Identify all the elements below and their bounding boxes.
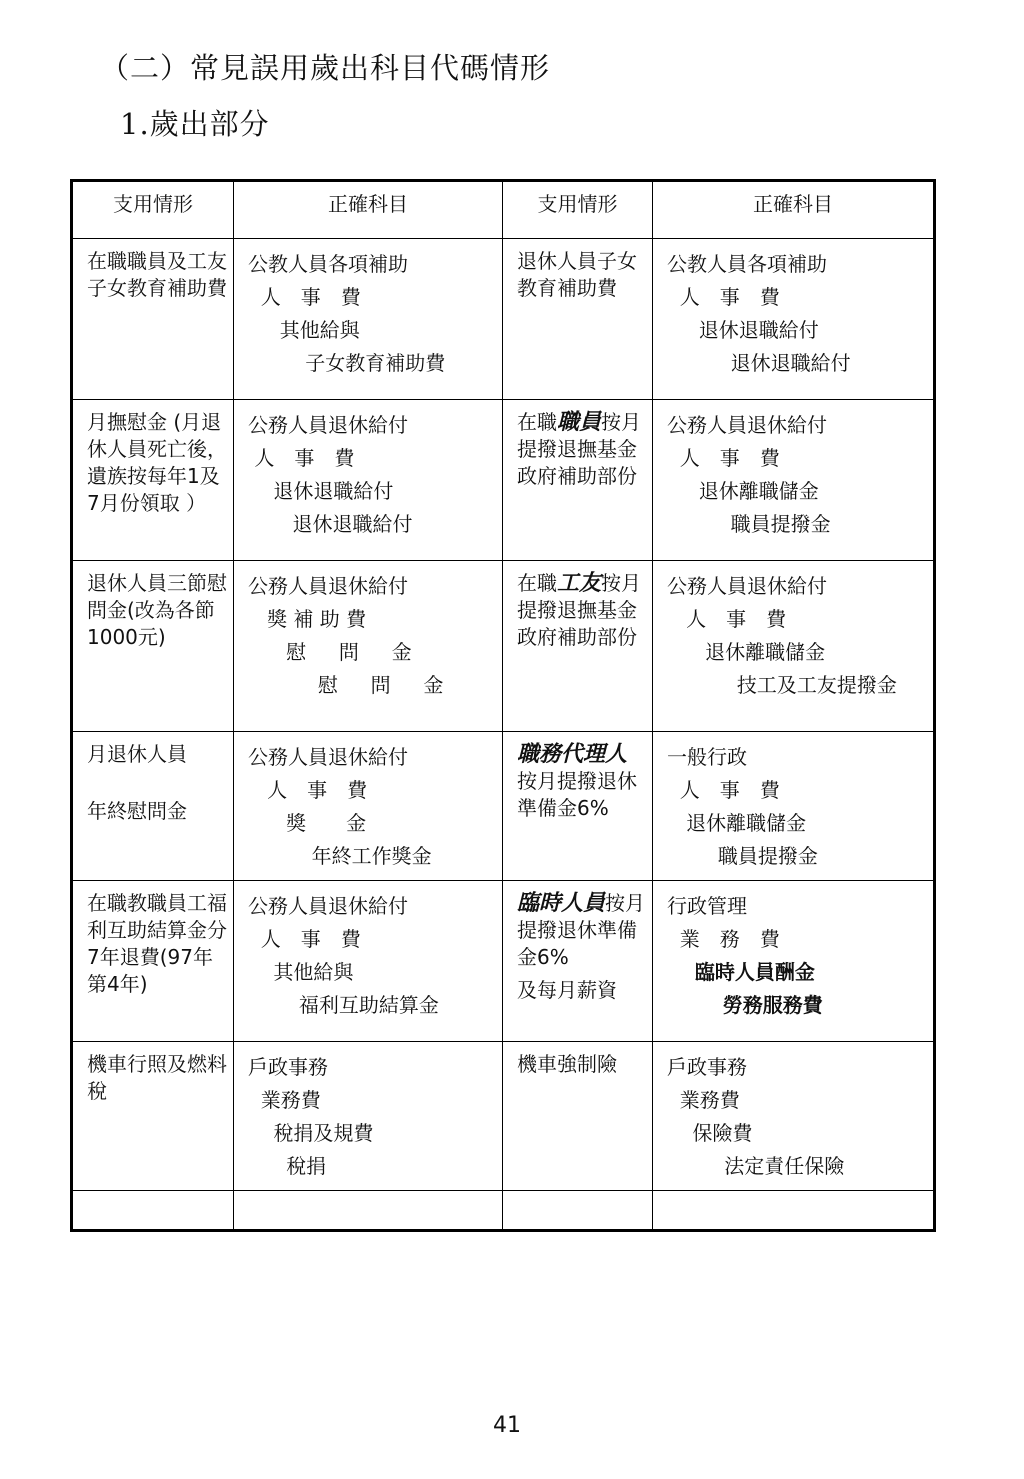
usage-text: 按月提撥退撫基金政府補助部份 <box>517 571 642 649</box>
usage-cell <box>503 561 652 651</box>
account-line: 技工及工友提撥金 <box>667 673 897 697</box>
header-usage-2: 支用情形 <box>537 192 618 216</box>
account-line: 退休退職給付 <box>667 318 819 342</box>
account-line: 公務人員退休給付 <box>248 745 408 769</box>
account-line: 一般行政 <box>667 745 747 769</box>
header-usage-1: 支用情形 <box>113 192 193 216</box>
account-cell <box>234 732 502 873</box>
usage-cell: 月撫慰金 (月退休人員死亡後，遺族按每年1及7月份領取 ） <box>87 410 227 515</box>
account-cell <box>653 732 933 873</box>
account-line: 人 事 費 <box>248 927 361 951</box>
account-line: 慰 問 金 <box>248 673 444 697</box>
account-line: 公務人員退休給付 <box>667 574 827 598</box>
account-cell <box>234 881 502 1022</box>
account-line: 年終工作獎金 <box>248 844 432 868</box>
usage-text: 按月提撥退撫基金政府補助部份 <box>517 410 642 488</box>
account-line: 法定責任保險 <box>667 1154 845 1178</box>
account-line: 人 事 費 <box>667 607 787 631</box>
expenditure-code-table <box>70 179 936 1232</box>
account-line: 戶政事務 <box>667 1055 747 1079</box>
subsection-heading: 1.歲出部分 <box>120 107 270 141</box>
usage-text: 及每月薪資 <box>517 978 617 1002</box>
account-line: 業 務 費 <box>667 927 780 951</box>
account-line: 人 事 費 <box>248 285 361 309</box>
usage-cell: 在職職員及工友子女教育補助費 <box>87 249 227 300</box>
usage-text: 年終慰問金 <box>87 799 187 823</box>
account-line: 保險費 <box>667 1121 753 1145</box>
account-line: 退休退職給付 <box>248 512 413 536</box>
account-line: 公務人員退休給付 <box>248 574 408 598</box>
account-line: 稅捐 <box>248 1154 327 1178</box>
account-line: 獎 補 助 費 <box>248 607 367 631</box>
account-cell <box>234 1042 502 1183</box>
table-row <box>72 239 935 400</box>
usage-emphasis: 職務代理人 <box>517 742 628 767</box>
table-row <box>72 400 935 561</box>
usage-cell: 機車強制險 <box>517 1052 617 1076</box>
account-cell <box>234 239 502 380</box>
account-cell <box>234 400 502 541</box>
account-line: 其他給與 <box>248 318 360 342</box>
page-number: 41 <box>493 1413 521 1438</box>
table-row <box>72 881 935 1042</box>
usage-cell: 退休人員三節慰問金(改為各節1000元) <box>87 571 227 649</box>
account-line: 獎 金 <box>248 811 367 835</box>
account-line: 退休離職儲金 <box>667 811 807 835</box>
account-line: 人 事 費 <box>248 778 368 802</box>
usage-cell: 在職教職員工福利互助結算金分7年退費(97年第4年) <box>87 891 227 996</box>
account-line: 退休離職儲金 <box>667 640 826 664</box>
account-line: 退休退職給付 <box>667 351 851 375</box>
usage-text: 按月提撥退休準備金6% <box>517 891 646 969</box>
account-line: 稅捐及規費 <box>248 1121 374 1145</box>
usage-cell <box>503 400 652 490</box>
account-line: 勞務服務費 <box>667 993 823 1017</box>
account-line: 人 事 費 <box>667 446 780 470</box>
account-line: 業務費 <box>248 1088 321 1112</box>
table-header-row <box>72 181 935 239</box>
account-line: 子女教育補助費 <box>248 351 446 375</box>
usage-text: 按月提撥退休準備金6% <box>517 769 637 820</box>
header-account-2: 正確科目 <box>753 192 833 216</box>
account-line: 人 事 費 <box>667 778 780 802</box>
account-line: 公務人員退休給付 <box>248 413 408 437</box>
account-cell <box>653 1042 933 1183</box>
usage-cell <box>503 881 652 1004</box>
account-line: 臨時人員酬金 <box>667 960 815 984</box>
account-cell <box>653 561 933 702</box>
account-line: 公教人員各項補助 <box>248 252 408 276</box>
account-line: 公務人員退休給付 <box>667 413 827 437</box>
account-line: 戶政事務 <box>248 1055 328 1079</box>
usage-text: 月退休人員 <box>87 742 187 766</box>
table-row <box>72 561 935 732</box>
account-line: 公務人員退休給付 <box>248 894 408 918</box>
account-cell <box>653 239 933 380</box>
usage-emphasis: 工友 <box>557 571 602 596</box>
account-line: 慰 問 金 <box>248 640 412 664</box>
account-line: 業務費 <box>667 1088 740 1112</box>
usage-cell <box>503 732 652 822</box>
usage-emphasis: 職員 <box>557 410 602 435</box>
account-cell <box>653 400 933 541</box>
account-line: 行政管理 <box>667 894 747 918</box>
account-line: 職員提撥金 <box>667 512 831 536</box>
account-cell <box>653 881 933 1022</box>
usage-cell <box>73 732 233 825</box>
account-cell <box>234 561 502 702</box>
account-line: 公教人員各項補助 <box>667 252 827 276</box>
empty-row <box>72 1191 935 1231</box>
header-account-1: 正確科目 <box>328 192 408 216</box>
account-line: 退休退職給付 <box>248 479 394 503</box>
account-line: 人 事 費 <box>667 285 780 309</box>
usage-text: 在職 <box>517 410 557 434</box>
account-line: 人 事 費 <box>248 446 355 470</box>
usage-emphasis: 臨時人員 <box>517 891 606 916</box>
table-row <box>72 732 935 881</box>
usage-cell: 退休人員子女教育補助費 <box>517 249 637 300</box>
table-row <box>72 1042 935 1191</box>
account-line: 職員提撥金 <box>667 844 818 868</box>
section-heading: （二）常見誤用歲出科目代碼情形 <box>100 51 551 85</box>
account-line: 其他給與 <box>248 960 354 984</box>
usage-text: 在職 <box>517 571 557 595</box>
account-line: 福利互助結算金 <box>248 993 439 1017</box>
usage-cell: 機車行照及燃料稅 <box>87 1052 227 1103</box>
account-line: 退休離職儲金 <box>667 479 819 503</box>
